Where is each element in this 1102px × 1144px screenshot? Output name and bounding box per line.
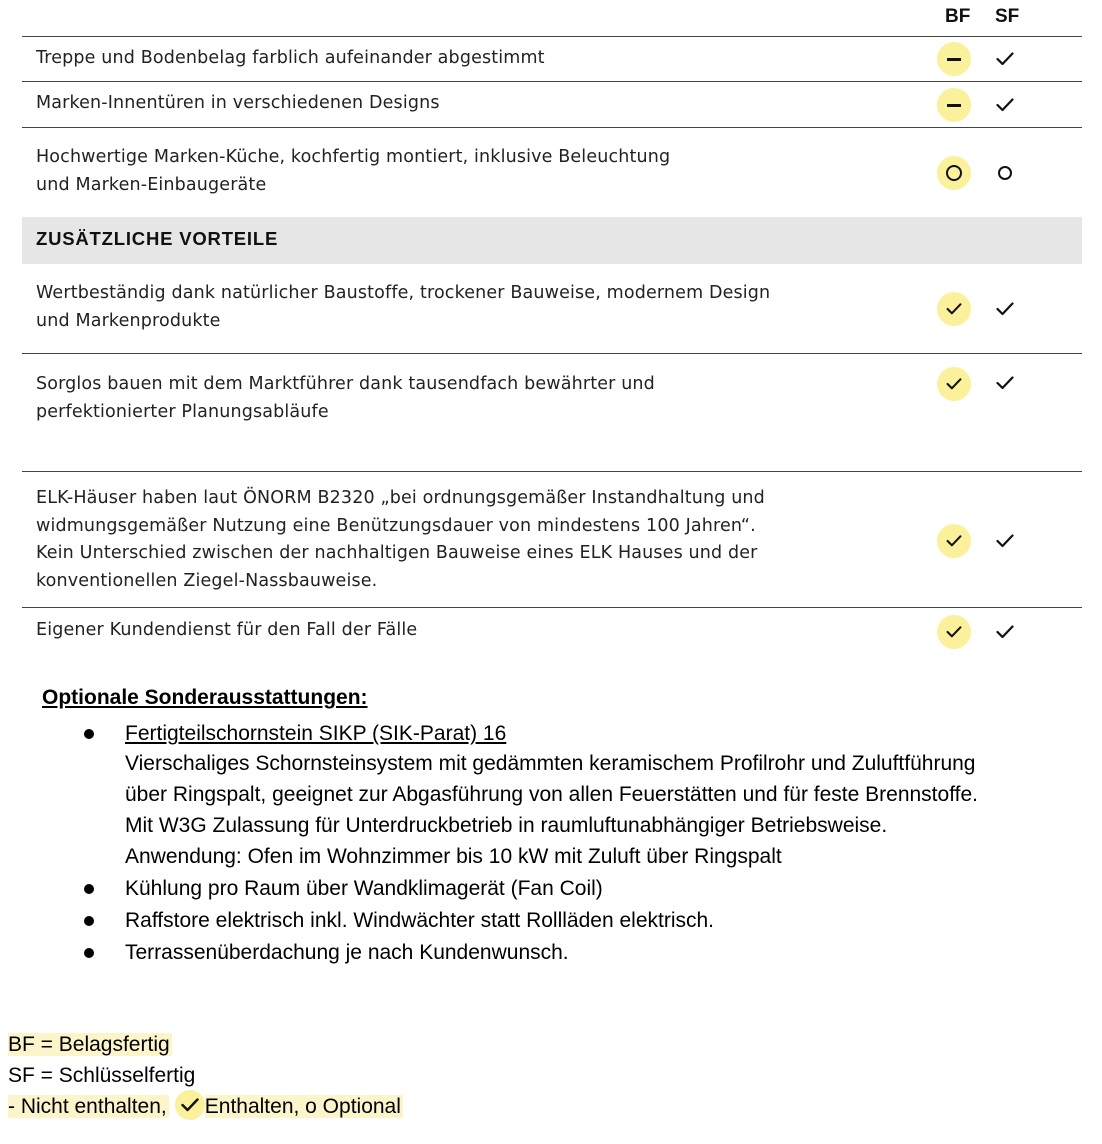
row-text-line: Sorglos bauen mit dem Marktführer dank tausendfach bewährter und xyxy=(36,374,655,394)
row-text-line: widmungsgemäßer Nutzung eine Benützungsdauer von mindestens 100 Jahren“. xyxy=(36,515,756,536)
row-text-line: und Markenprodukte xyxy=(36,310,221,331)
bf-check-icon xyxy=(937,367,971,401)
legend-bf-text: BF = Belagsfertig xyxy=(8,1033,170,1056)
bullet-icon xyxy=(84,729,94,739)
sf-check-icon xyxy=(988,292,1022,326)
optional-item-heading: Raffstore elektrisch inkl. Windwächter statt Rollläden elektrisch. xyxy=(125,909,715,932)
sf-check-icon xyxy=(988,615,1022,649)
row-text-line: ELK-Häuser haben laut ÖNORM B2320 „bei ordnungsgemäßer Instandhaltung und xyxy=(36,488,765,508)
optional-item-heading: Terrassenüberdachung je nach Kundenwunsch. xyxy=(125,941,569,964)
divider xyxy=(22,607,1082,608)
optional-item-detail: über Ringspalt, geeignet zur Abgasführung von allen Feuerstätten und für feste Brennstoffe. xyxy=(125,783,979,806)
bf-check-icon xyxy=(937,292,971,326)
optional-item-detail: Vierschaliges Schornsteinsystem mit gedämmten keramischem Profilrohr und Zuluftführung xyxy=(125,752,976,775)
legend-not-included-text: - Nicht enthalten, xyxy=(8,1095,167,1118)
optional-item-detail: Mit W3G Zulassung für Unterdruckbetrieb in raumluftunabhängiger Betriebsweise. xyxy=(125,814,888,837)
check-icon xyxy=(175,1090,205,1120)
legend-included-text: Enthalten, o Optional xyxy=(204,1095,401,1118)
sf-check-icon xyxy=(988,366,1022,400)
optional-item-heading: Kühlung pro Raum über Wandklimagerät (Fan Coil) xyxy=(125,877,603,900)
section-title: ZUSÄTZLICHE VORTEILE xyxy=(36,228,279,249)
row-text-line: Treppe und Bodenbelag farblich aufeinander abgestimmt xyxy=(36,48,545,68)
divider xyxy=(22,36,1082,37)
bullet-icon xyxy=(84,948,94,958)
divider xyxy=(22,353,1082,354)
row-text-line: Kein Unterschied zwischen der nachhaltigen Bauweise eines ELK Hauses und der xyxy=(36,543,758,563)
legend-bf xyxy=(8,1031,172,1059)
sf-check-icon xyxy=(988,42,1022,76)
row-text-line: konventionellen Ziegel-Nassbauweise. xyxy=(36,570,378,591)
row-text-line: Eigener Kundendienst für den Fall der Fälle xyxy=(36,620,418,640)
divider xyxy=(22,471,1082,472)
optional-title: Optionale Sonderausstattungen: xyxy=(42,686,368,709)
row-text-line: Wertbeständig dank natürlicher Baustoffe, trockener Bauweise, modernem Design xyxy=(36,283,771,303)
sf-check-icon xyxy=(988,524,1022,558)
bf-check-icon xyxy=(937,615,971,649)
bullet-icon xyxy=(84,884,94,894)
column-header-sf: SF xyxy=(995,6,1020,27)
bf-not-included-icon xyxy=(937,42,971,76)
legend-sf xyxy=(8,1062,195,1090)
divider xyxy=(22,81,1082,82)
bullet-icon xyxy=(84,916,94,926)
legend-symbols xyxy=(8,1093,403,1121)
sf-check-icon xyxy=(988,88,1022,122)
row-text-line: Hochwertige Marken-Küche, kochfertig montiert, inklusive Beleuchtung xyxy=(36,147,671,167)
optional-item-heading: Fertigteilschornstein SIKP (SIK-Parat) 16 xyxy=(125,722,507,745)
optional-item-detail: Anwendung: Ofen im Wohnzimmer bis 10 kW mit Zuluft über Ringspalt xyxy=(125,845,782,868)
divider xyxy=(22,127,1082,128)
section-header xyxy=(22,217,1082,264)
bf-check-icon xyxy=(937,524,971,558)
row-text-line: perfektionierter Planungsabläufe xyxy=(36,401,329,422)
column-header-bf: BF xyxy=(945,6,971,27)
bf-optional-icon xyxy=(937,156,971,190)
legend-sf-text: SF = Schlüsselfertig xyxy=(8,1064,196,1087)
row-text-line: Marken-Innentüren in verschiedenen Designs xyxy=(36,93,440,113)
row-text-line: und Marken-Einbaugeräte xyxy=(36,174,267,195)
bf-not-included-icon xyxy=(937,88,971,122)
sf-optional-icon xyxy=(988,156,1022,190)
